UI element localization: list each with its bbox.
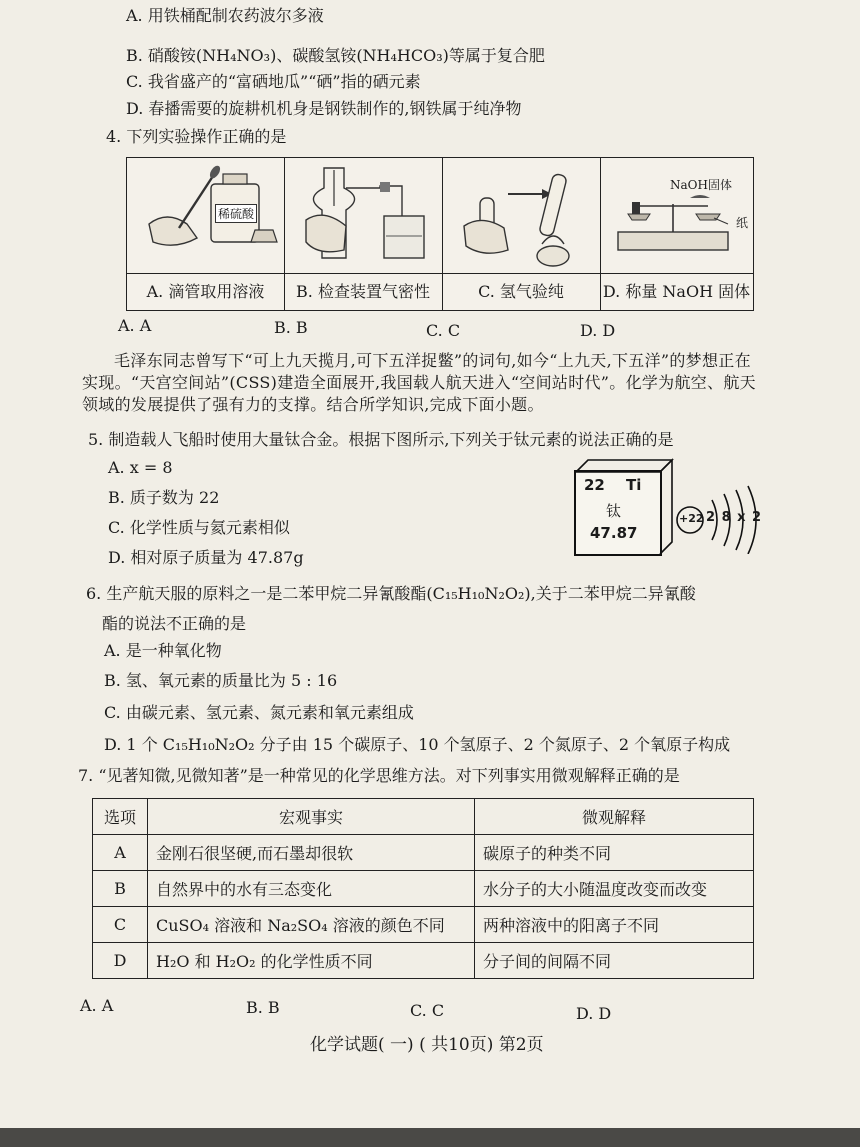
row-option: D xyxy=(93,943,148,979)
row-macro: CuSO₄ 溶液和 Na₂SO₄ 溶液的颜色不同 xyxy=(148,907,475,943)
q7-answer-a: A. A xyxy=(80,996,114,1015)
naoh-label: NaOH固体 xyxy=(670,178,732,192)
q6-option-b: B. 氢、氧元素的质量比为 5 : 16 xyxy=(104,671,338,690)
table-row xyxy=(93,871,754,907)
table-row xyxy=(93,943,754,979)
q3-option-b: B. 硝酸铵(NH₄NO₃)、碳酸氢铵(NH₄HCO₃)等属于复合肥 xyxy=(126,46,545,65)
atomic-number: 22 xyxy=(584,476,605,494)
q4-stem: 4. 下列实验操作正确的是 xyxy=(106,127,287,146)
q4-caption-d: D. 称量 NaOH 固体 xyxy=(600,273,753,310)
q5-option-b: B. 质子数为 22 xyxy=(108,488,220,507)
table-row xyxy=(93,907,754,943)
q4-answer-c: C. C xyxy=(426,321,461,340)
electron-shells: 2 8 x 2 xyxy=(706,510,763,525)
q4-answer-b: B. B xyxy=(274,318,308,337)
row-option: C xyxy=(93,907,148,943)
q5-stem: 5. 制造载人飞船时使用大量钛合金。根据下图所示,下列关于钛元素的说法正确的是 xyxy=(88,430,674,449)
atom-structure-diagram xyxy=(676,484,776,554)
q5-option-d: D. 相对原子质量为 47.87g xyxy=(108,548,304,567)
q4-panel-a xyxy=(127,158,285,310)
hydrogen-purity-illustration xyxy=(442,158,600,272)
q4-panel-b xyxy=(284,158,443,310)
paper-label: 纸 xyxy=(736,216,749,230)
q7-table xyxy=(92,798,754,979)
page-footer: 化学试题( 一) ( 共10页) 第2页 xyxy=(310,1035,544,1055)
q4-panel-c xyxy=(442,158,601,310)
row-macro: 金刚石很坚硬,而石墨却很软 xyxy=(148,835,475,871)
airtight-check-illustration xyxy=(284,158,442,272)
q4-answer-d: D. D xyxy=(580,321,616,340)
q3-option-a: A. 用铁桶配制农药波尔多液 xyxy=(126,6,324,25)
intro-paragraph: 毛泽东同志曾写下“可上九天揽月,可下五洋捉鳖”的词句,如今“上九天,下五洋”的梦想正在实现。“天宫空间站”(CSS)建造全面展开,我国载人航天进入“空间站时代”。化学为航空、航天领域的发展提供了强有力的支撑。结合所学知识,完成下面小题。 xyxy=(82,351,756,414)
q6-option-d: D. 1 个 C₁₅H₁₀N₂O₂ 分子由 15 个碳原子、10 个氢原子、2 个氮原子、2 个氧原子构成 xyxy=(104,735,731,754)
row-micro: 两种溶液中的阳离子不同 xyxy=(475,907,754,943)
row-macro: 自然界中的水有三态变化 xyxy=(148,871,475,907)
row-micro: 碳原子的种类不同 xyxy=(475,835,754,871)
dropper-illustration xyxy=(127,158,284,272)
q6-stem-line1: 6. 生产航天服的原料之一是二苯甲烷二异氰酸酯(C₁₅H₁₀N₂O₂),关于二苯甲烷二异氰酸 xyxy=(86,584,696,603)
q5-option-a: A. x = 8 xyxy=(108,458,173,477)
element-symbol: Ti xyxy=(626,476,642,494)
q4-caption-b: B. 检查装置气密性 xyxy=(284,273,442,310)
header-micro: 微观解释 xyxy=(475,799,754,835)
q3-option-c: C. 我省盛产的“富硒地瓜”“硒”指的硒元素 xyxy=(126,72,421,91)
row-option: B xyxy=(93,871,148,907)
row-macro: H₂O 和 H₂O₂ 的化学性质不同 xyxy=(148,943,475,979)
row-micro: 分子间的间隔不同 xyxy=(475,943,754,979)
q7-answer-c: C. C xyxy=(410,1001,445,1020)
q7-answer-b: B. B xyxy=(246,998,280,1017)
q4-figure-panel xyxy=(126,157,754,311)
q7-answer-d: D. D xyxy=(576,1004,612,1023)
bottle-label: 稀硫酸 xyxy=(215,204,257,223)
q6-option-a: A. 是一种氧化物 xyxy=(104,641,222,660)
q4-caption-a: A. 滴管取用溶液 xyxy=(127,273,284,310)
scan-edge xyxy=(0,1128,860,1147)
q5-option-c: C. 化学性质与氦元素相似 xyxy=(108,518,290,537)
q6-stem-line2: 酯的说法不正确的是 xyxy=(102,614,247,633)
header-macro: 宏观事实 xyxy=(148,799,475,835)
header-option: 选项 xyxy=(93,799,148,835)
table-row xyxy=(93,835,754,871)
table-header-row xyxy=(93,799,754,835)
q3-option-d: D. 春播需要的旋耕机机身是钢铁制作的,钢铁属于纯净物 xyxy=(126,99,522,118)
q4-caption-c: C. 氢气验纯 xyxy=(442,273,600,310)
atomic-mass: 47.87 xyxy=(590,524,638,542)
q6-option-c: C. 由碳元素、氢元素、氮元素和氧元素组成 xyxy=(104,703,414,722)
row-micro: 水分子的大小随温度改变而改变 xyxy=(475,871,754,907)
element-name: 钛 xyxy=(606,502,622,520)
q4-panel-d xyxy=(600,158,753,310)
q4-answer-a: A. A xyxy=(118,316,152,335)
periodic-element-cell xyxy=(574,470,662,556)
nucleus-charge: +22 xyxy=(679,512,704,525)
row-option: A xyxy=(93,835,148,871)
q7-stem: 7. “见著知微,见微知著”是一种常见的化学思维方法。对下列事实用微观解释正确的是 xyxy=(78,766,680,785)
